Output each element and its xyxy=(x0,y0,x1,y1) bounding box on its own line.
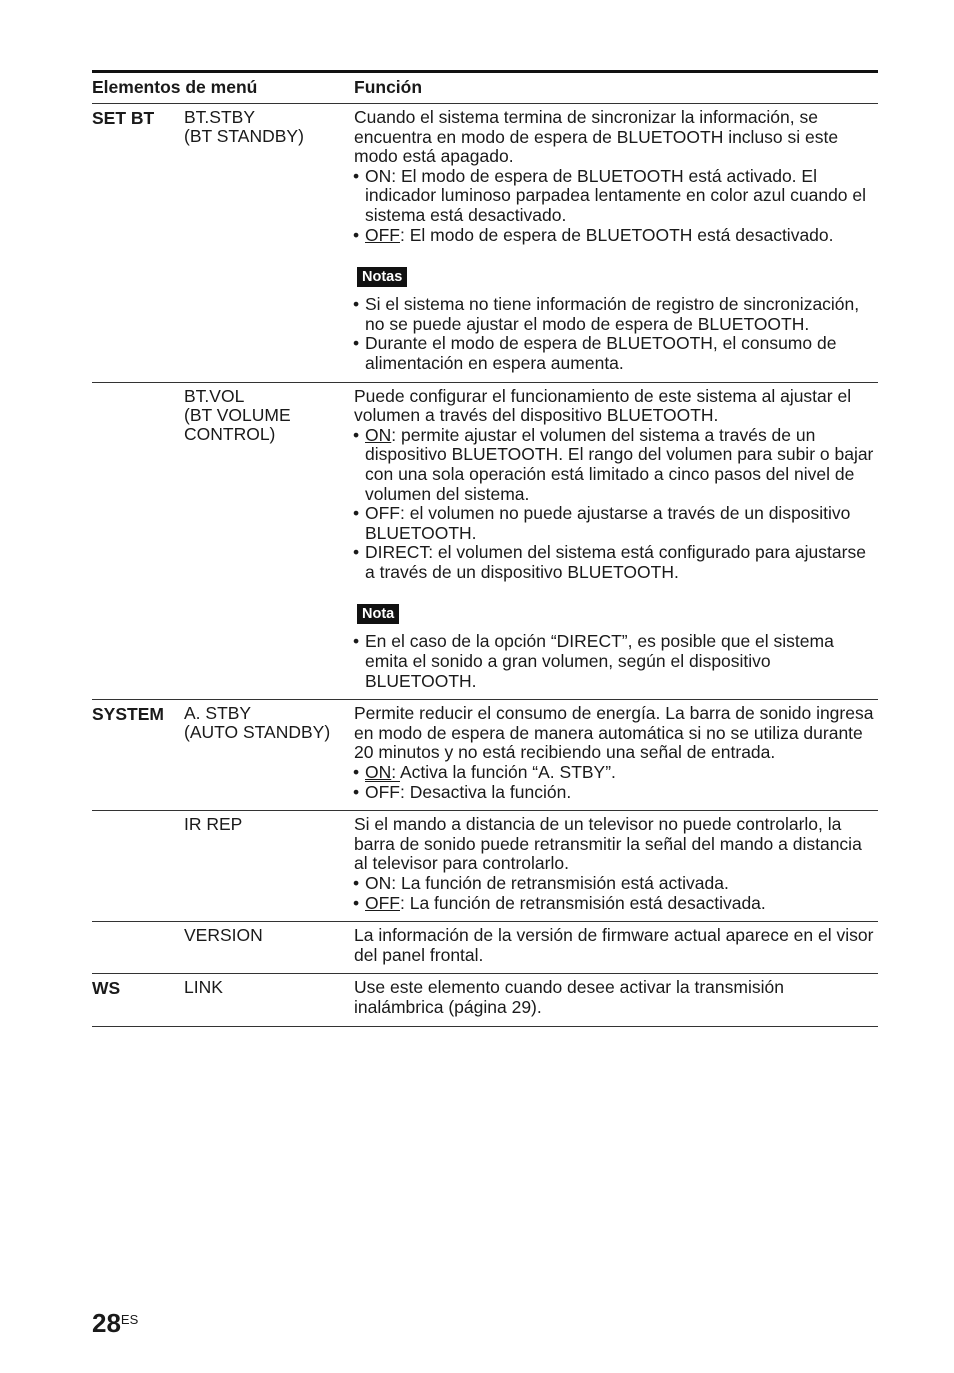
bullet-text: : Activa la función “A. STBY”. xyxy=(391,762,616,783)
table-row xyxy=(92,383,878,700)
group-label-ws: WS xyxy=(92,978,121,999)
default-option: OFF xyxy=(365,892,400,913)
bullet: • DIRECT: el volumen del sistema está configurado para ajustarse a través de un dispositivo BLUETOOTH. xyxy=(354,543,878,582)
table-row xyxy=(92,700,878,811)
table-header xyxy=(92,73,878,104)
header-function: Función xyxy=(354,77,423,97)
bullet-text: : Desactiva la función. xyxy=(400,781,572,802)
page-number-value: 28 xyxy=(92,1308,121,1338)
page-number xyxy=(92,1308,138,1339)
language-code: ES xyxy=(120,1312,139,1327)
default-option: ON xyxy=(365,424,392,445)
function-cell xyxy=(354,811,878,921)
description: La información de la versión de firmware actual aparece en el visor del panel frontal. xyxy=(354,925,874,965)
bullet xyxy=(354,226,878,246)
function-cell xyxy=(354,383,878,700)
group-label-set-bt: SET BT xyxy=(92,108,155,128)
item-a-stby: A. STBY (AUTO STANDBY) xyxy=(184,703,331,743)
table-row xyxy=(92,974,878,1026)
item-version: VERSION xyxy=(184,925,263,946)
bullet-text: : El modo de espera de BLUETOOTH está desactivado. xyxy=(400,224,834,245)
function-cell xyxy=(354,700,878,810)
group-label-system: SYSTEM xyxy=(92,704,164,725)
function-cell xyxy=(354,922,878,973)
bullet-text: : La función de retransmisión está desactivada. xyxy=(400,892,766,913)
bullet xyxy=(354,763,878,783)
notes-badge: Notas xyxy=(357,267,407,287)
description: Use este elemento cuando desee activar la transmisión inalámbrica (página 29). xyxy=(354,977,784,1017)
default-option: ON xyxy=(365,762,392,783)
bullet: • ON: La función de retransmisión está activada. xyxy=(354,874,878,894)
description: Permite reducir el consumo de energía. La barra de sonido ingresa en modo de espera de manera automática si no se utiliza durante 20 minutos y no está recibiendo una señal de entrada. xyxy=(354,703,874,763)
menu-table xyxy=(92,70,878,1027)
option: $\overline{OFF}$ xyxy=(365,781,400,802)
table-row xyxy=(92,922,878,974)
table-row xyxy=(92,104,878,383)
item-ir-rep: IR REP xyxy=(184,814,243,835)
description: Puede configurar el funcionamiento de este sistema al ajustar el volumen a través del dispositivo BLUETOOTH. xyxy=(354,385,852,426)
default-option: OFF xyxy=(365,224,400,245)
bullet xyxy=(354,426,878,504)
header-menu-items: Elementos de menú xyxy=(92,77,258,97)
bullet: • ON: El modo de espera de BLUETOOTH está activado. El indicador luminoso parpadea lentamente en color azul cuando el sistema está desactivado. xyxy=(354,167,878,226)
function-cell xyxy=(354,104,878,382)
item-link: LINK xyxy=(184,977,223,998)
note-bullet: • Durante el modo de espera de BLUETOOTH, el consumo de alimentación en espera aumenta. xyxy=(354,334,878,373)
bullet: • OFF: el volumen no puede ajustarse a través de un dispositivo BLUETOOTH. xyxy=(354,504,878,543)
item-bt-stby: BT.STBY (BT STANDBY) xyxy=(184,107,304,146)
bullet xyxy=(354,783,878,803)
note-bullet: • Si el sistema no tiene información de registro de sincronización, no se puede ajustar el modo de espera de BLUETOOTH. xyxy=(354,295,878,334)
item-bt-vol: BT.VOL (BT VOLUME CONTROL) xyxy=(184,385,291,444)
table-row xyxy=(92,811,878,922)
bullet-text: : permite ajustar el volumen del sistema a través de un dispositivo BLUETOOTH. El rango del volumen para subir o bajar con una sola operación está limitado a cinco pasos del nivel de volumen del sistema. xyxy=(365,424,874,504)
bullet xyxy=(354,894,878,914)
function-cell xyxy=(354,974,878,1025)
description: Si el mando a distancia de un televisor no puede controlarlo, la barra de sonido puede retransmitir la señal del mando a distancia al televisor para controlarlo. xyxy=(354,814,862,874)
note-badge: Nota xyxy=(357,604,399,624)
description: Cuando el sistema termina de sincronizar la información, se encuentra en modo de espera de BLUETOOTH incluso si este modo está apagado. xyxy=(354,107,839,167)
note-bullet: • En el caso de la opción “DIRECT”, es posible que el sistema emita el sonido a gran volumen, según el dispositivo BLUETOOTH. xyxy=(354,632,878,691)
